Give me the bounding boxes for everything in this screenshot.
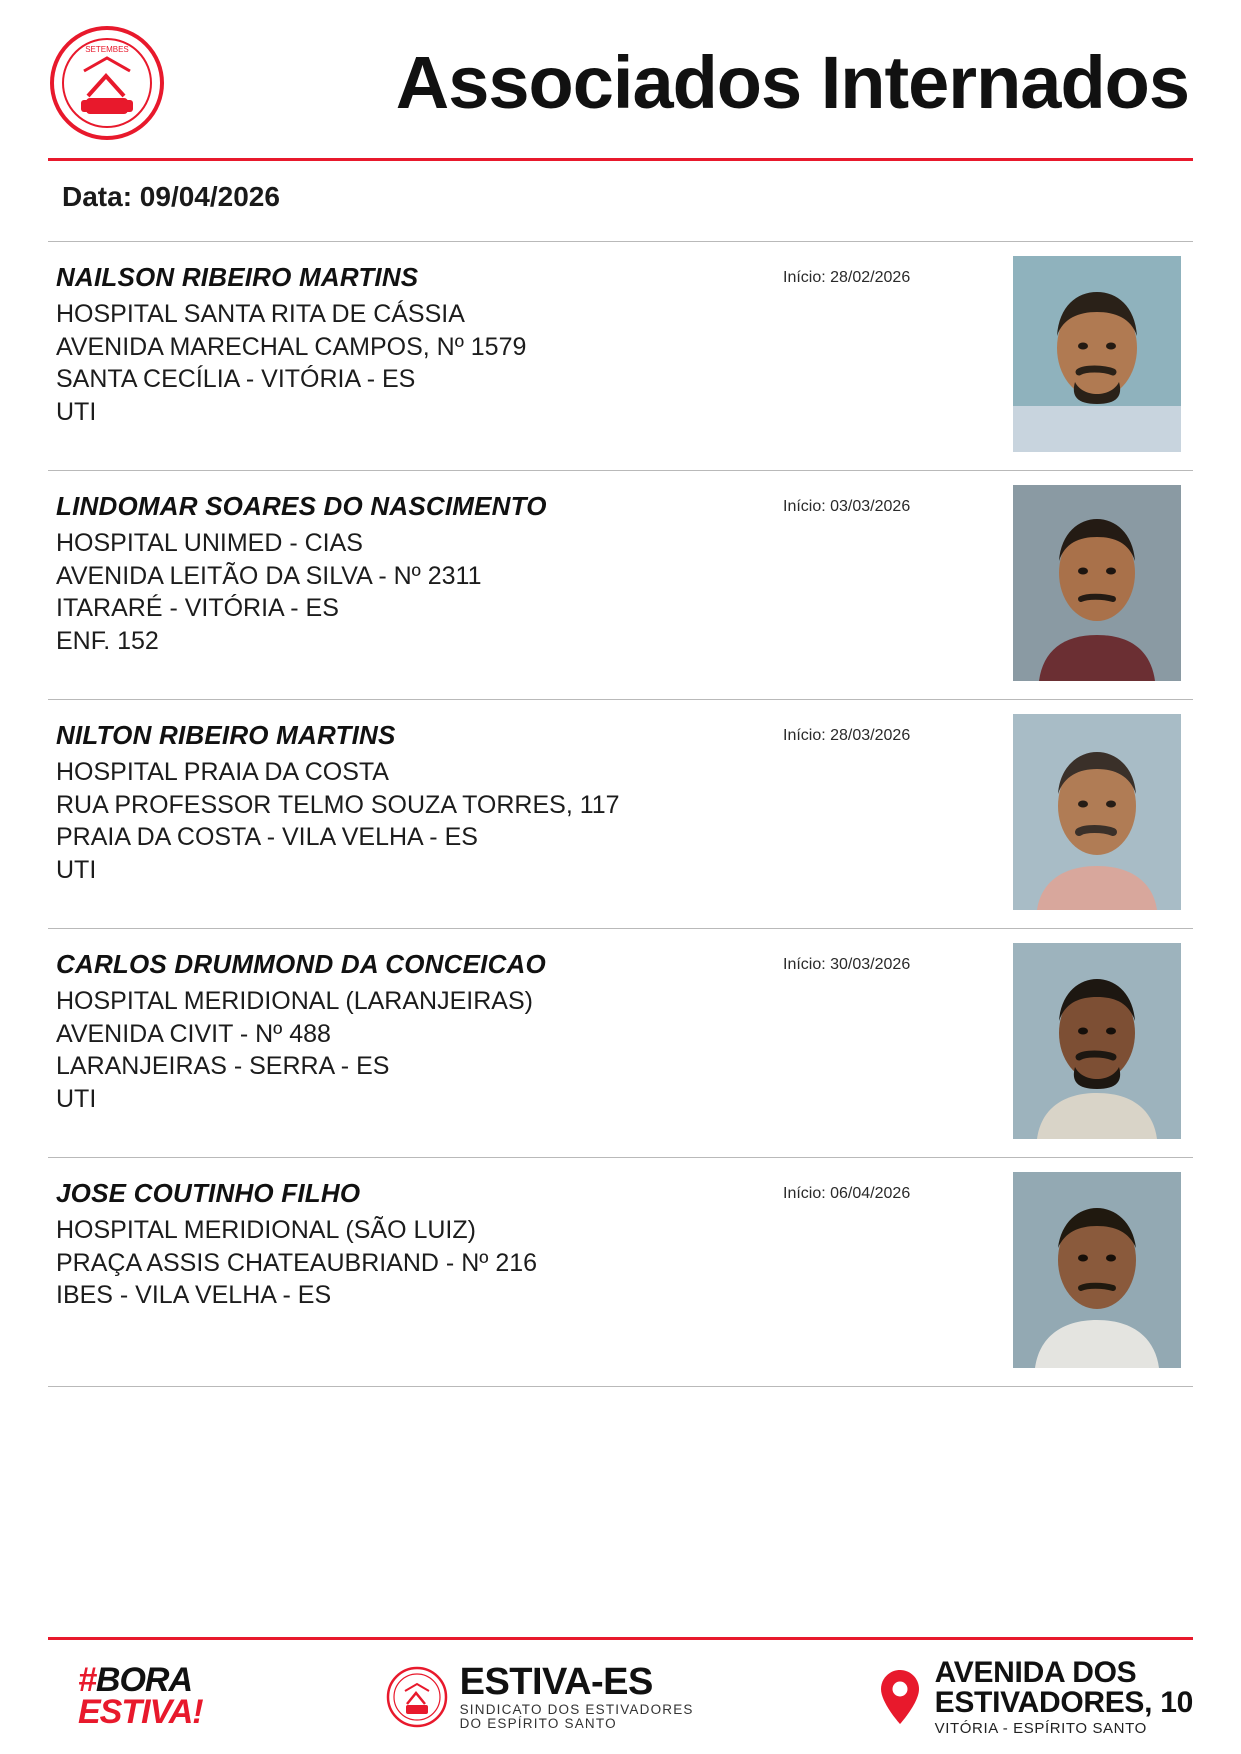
brand-subtitle-1: SINDICATO DOS ESTIVADORES [459,1702,694,1718]
patient-unit: UTI [56,397,97,426]
hashtag-icon: # [78,1661,96,1700]
campaign-badge [48,1661,203,1731]
patient-address: PRAÇA ASSIS CHATEAUBRIAND - Nº 216 [56,1248,538,1277]
patient-details [48,256,783,428]
patient-address: AVENIDA CIVIT - Nº 488 [56,1019,331,1048]
patient-name: CARLOS DRUMMOND DA CONCEICAO [56,949,546,979]
campaign-line-1: BORA [95,1661,193,1700]
patient-name: NAILSON RIBEIRO MARTINS [56,262,419,292]
patient-hospital: HOSPITAL MERIDIONAL (LARANJEIRAS) [56,987,533,1015]
patient-portrait-photo [1013,485,1181,681]
patient-portrait-photo [1013,943,1181,1139]
estiva-es-seal-icon [386,1666,448,1728]
patient-address: AVENIDA MARECHAL CAMPOS, Nº 1579 [56,332,527,361]
map-pin-icon [877,1668,923,1726]
address-line-1: AVENIDA DOS [934,1655,1137,1689]
patient-start-date: Início: 30/03/2026 [783,956,911,973]
patient-list [48,241,1193,1387]
patient-portrait-photo [1013,714,1181,910]
list-item [48,471,1193,700]
patient-name: NILTON RIBEIRO MARTINS [56,720,396,750]
brand-name: ESTIVA-ES [459,1661,653,1704]
address-block [877,1655,1193,1737]
page-header [0,0,1241,152]
list-item [48,241,1193,471]
estiva-es-seal-icon [48,24,166,142]
svg-text:SETEMBES: SETEMBES [85,45,129,54]
list-item [48,929,1193,1158]
patient-name: LINDOMAR SOARES DO NASCIMENTO [56,491,547,521]
page-footer [0,1637,1241,1754]
patient-hospital: HOSPITAL PRAIA DA COSTA [56,758,389,786]
patient-hospital: HOSPITAL UNIMED - CIAS [56,529,363,557]
patient-address: RUA PROFESSOR TELMO SOUZA TORRES, 117 [56,790,620,819]
page-title: Associados Internados [395,41,1189,124]
address-line-2: ESTIVADORES, 10 [934,1686,1193,1720]
patient-details [48,485,783,657]
patient-unit: UTI [56,855,97,884]
patient-start-date: Início: 03/03/2026 [783,498,911,515]
list-item [48,1158,1193,1387]
patient-details [48,1172,783,1312]
campaign-line-2: ESTIVA! [78,1692,203,1731]
patient-district: ITARARÉ - VITÓRIA - ES [56,594,339,622]
union-brand [386,1663,694,1730]
footer-divider [48,1637,1193,1640]
patient-address: AVENIDA LEITÃO DA SILVA - Nº 2311 [56,561,482,590]
patient-district: PRAIA DA COSTA - VILA VELHA - ES [56,823,478,851]
patient-start-date: Início: 28/02/2026 [783,269,911,286]
patient-start-date: Início: 28/03/2026 [783,727,911,744]
patient-unit: UTI [56,1084,97,1113]
patient-portrait-photo [1013,1172,1181,1368]
brand-subtitle-2: DO ESPÍRITO SANTO [459,1715,617,1731]
patient-district: LARANJEIRAS - SERRA - ES [56,1052,390,1080]
list-item [48,700,1193,929]
patient-unit: ENF. 152 [56,626,159,655]
patient-district: SANTA CECÍLIA - VITÓRIA - ES [56,365,416,393]
patient-details [48,714,783,886]
report-date: Data: 09/04/2026 [62,181,280,212]
patient-start-date: Início: 06/04/2026 [783,1185,911,1202]
patient-details [48,943,783,1115]
patient-name: JOSE COUTINHO FILHO [56,1178,361,1208]
patient-hospital: HOSPITAL MERIDIONAL (SÃO LUIZ) [56,1216,476,1244]
patient-portrait-photo [1013,256,1181,452]
patient-hospital: HOSPITAL SANTA RITA DE CÁSSIA [56,300,465,328]
patient-district: IBES - VILA VELHA - ES [56,1281,332,1309]
address-line-3: VITÓRIA - ESPÍRITO SANTO [934,1719,1147,1737]
